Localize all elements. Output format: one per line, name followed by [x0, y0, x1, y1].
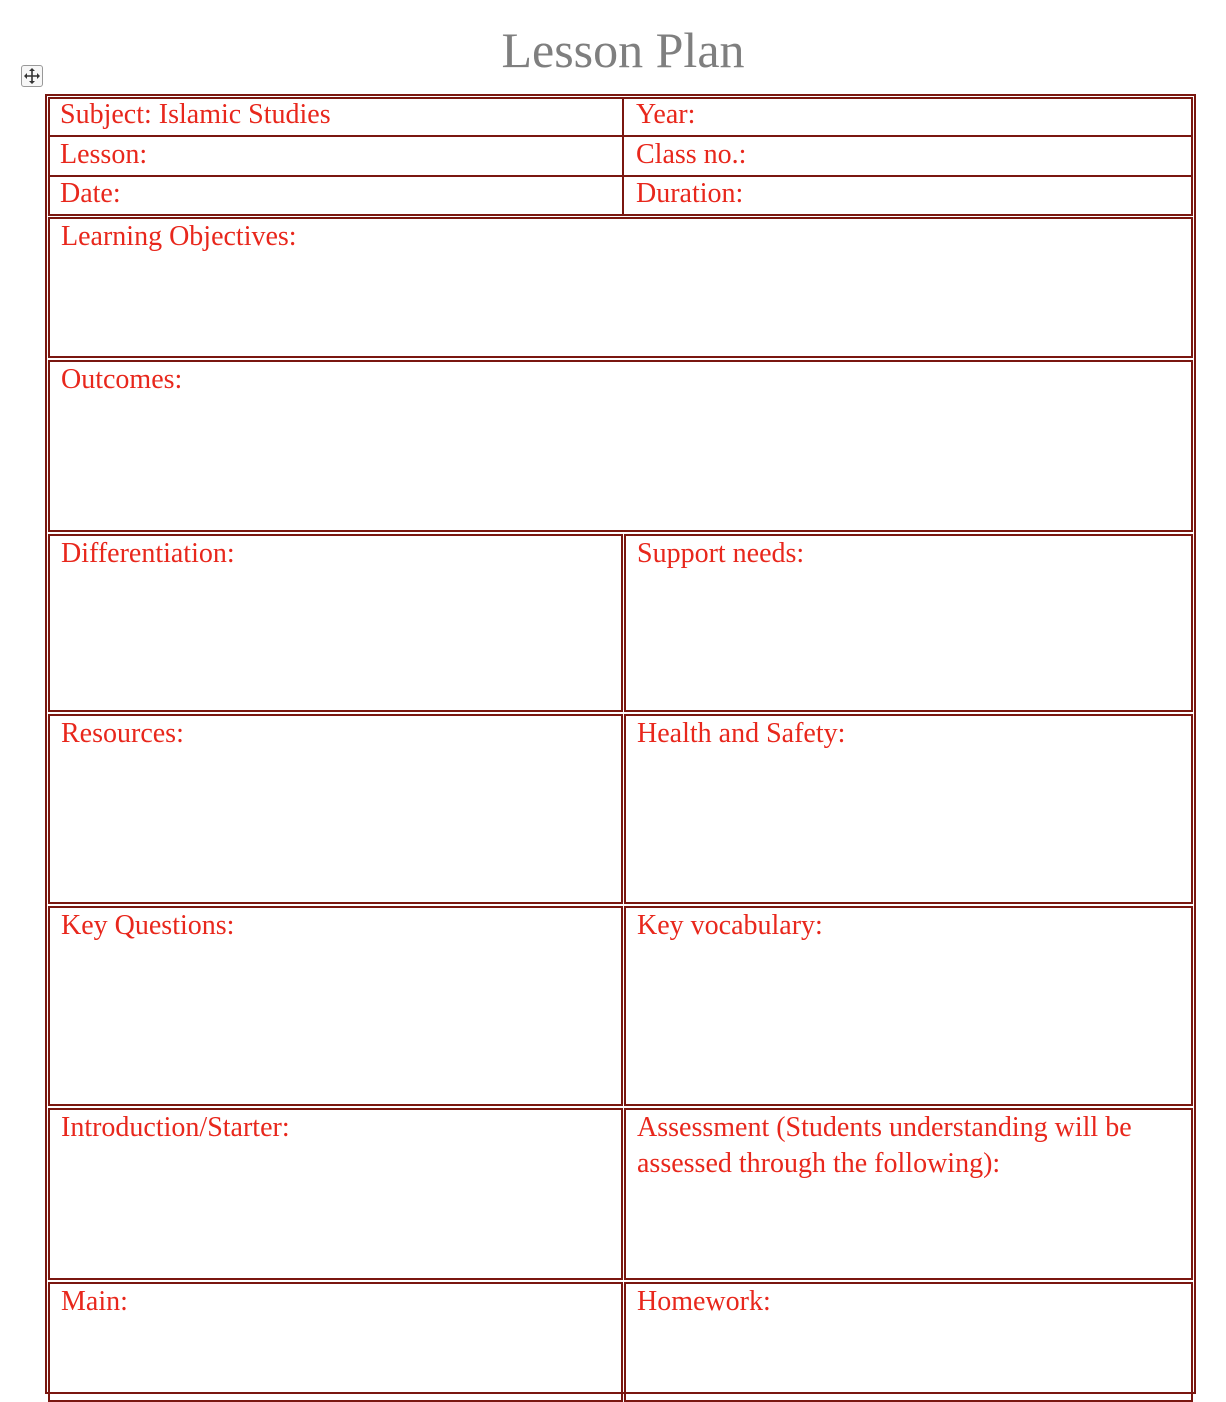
date-field[interactable]: Date: [60, 178, 121, 209]
resources-label: Resources: [61, 718, 184, 749]
divider [622, 97, 624, 216]
subject-field[interactable]: Subject: Islamic Studies [60, 99, 331, 130]
key-questions-cell[interactable] [48, 906, 623, 1106]
key-vocabulary-cell[interactable] [624, 906, 1193, 1106]
assessment-label: Assessment (Students understanding will be assessed through the following): [637, 1112, 1132, 1179]
divider [48, 135, 1193, 137]
lesson-field[interactable]: Lesson: [60, 139, 148, 170]
learning-objectives-label: Learning Objectives: [61, 221, 297, 252]
move-icon [24, 68, 40, 84]
outcomes-label: Outcomes: [61, 364, 183, 395]
year-field[interactable]: Year: [636, 99, 696, 130]
main-label: Main: [61, 1286, 128, 1317]
table-move-handle[interactable] [21, 65, 43, 87]
differentiation-cell[interactable] [48, 534, 623, 712]
duration-field[interactable]: Duration: [636, 178, 744, 209]
key-questions-label: Key Questions: [61, 910, 235, 941]
divider [48, 175, 1193, 177]
outcomes-cell[interactable] [48, 360, 1193, 532]
introduction-label: Introduction/Starter: [61, 1112, 290, 1143]
support-needs-cell[interactable] [624, 534, 1193, 712]
class-no-field[interactable]: Class no.: [636, 139, 747, 170]
resources-cell[interactable] [48, 714, 623, 904]
differentiation-label: Differentiation: [61, 538, 235, 569]
support-needs-label: Support needs: [637, 538, 805, 569]
page-title: Lesson Plan [501, 22, 745, 78]
assessment-cell[interactable] [624, 1108, 1193, 1280]
health-safety-cell[interactable] [624, 714, 1193, 904]
key-vocabulary-label: Key vocabulary: [637, 910, 823, 941]
homework-cell[interactable] [624, 1282, 1193, 1402]
main-cell[interactable] [48, 1282, 623, 1402]
introduction-cell[interactable] [48, 1108, 623, 1280]
learning-objectives-cell[interactable] [48, 217, 1193, 358]
homework-label: Homework: [637, 1286, 771, 1317]
health-safety-label: Health and Safety: [637, 718, 846, 749]
